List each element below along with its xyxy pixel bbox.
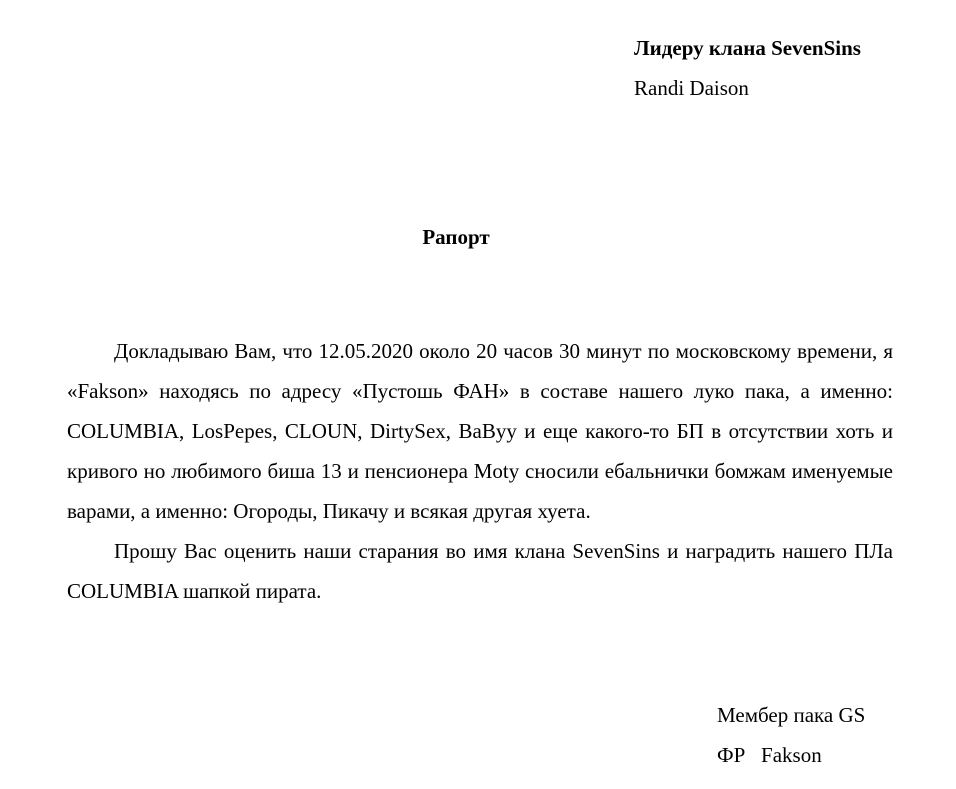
- signature-role: Мембер пака GS: [717, 703, 866, 727]
- paragraph-request: Прошу Вас оценить наши старания во имя клана SevenSins и наградить нашего ПЛа COLUMBIA шапкой пирата.: [67, 539, 893, 603]
- paragraph-report: Докладываю Вам, что 12.05.2020 около 20 часов 30 минут по московскому времени, я «Fakson» находясь по адресу «Пустошь ФАН» в составе нашего луко пака, а именно: COLUMBIA, LosPepes, CLOUN, DirtySex, BaByy и еще какого-то БП в отсутствии хоть и кривого но любимого биша 13 и пенсионера Moty сносили ебальнички бомжам именуемые варами, а именно: Огороды, Пикачу и всякая другая хуета.: [67, 339, 893, 523]
- document-body: [67, 331, 893, 611]
- addressee-recipient: Лидеру клана SevenSins: [634, 36, 861, 60]
- document-title: Рапорт: [422, 225, 490, 249]
- signature-name: ФР Fakson: [717, 743, 822, 767]
- addressee-block: [634, 28, 934, 108]
- addressee-name: Randi Daison: [634, 76, 749, 100]
- signature-block: [717, 695, 937, 775]
